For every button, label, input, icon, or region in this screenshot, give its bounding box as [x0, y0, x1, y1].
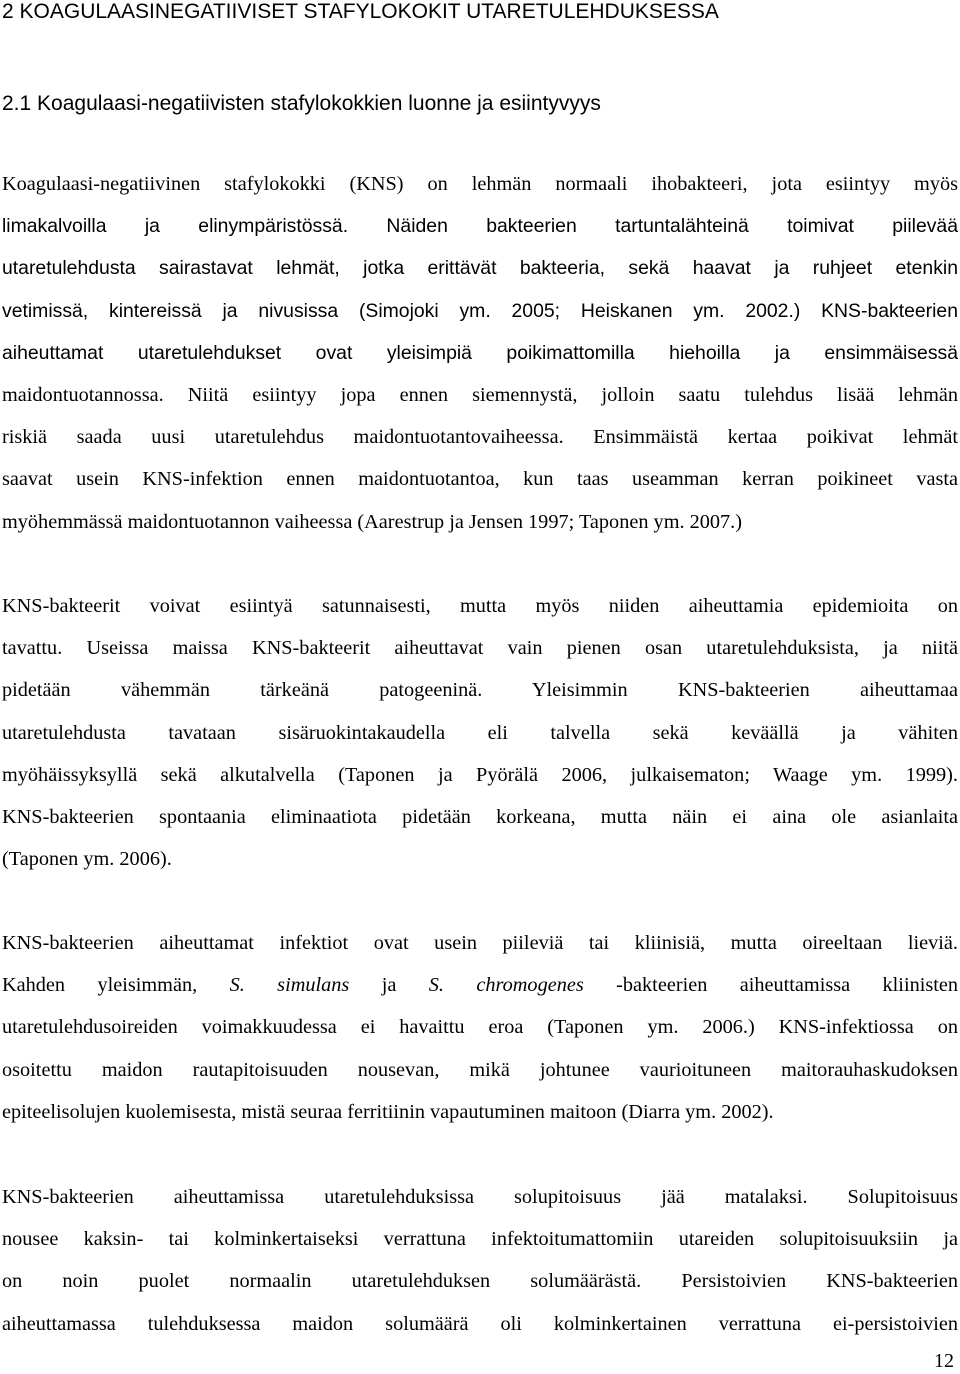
chapter-heading: 2 KOAGULAASINEGATIIVISET STAFYLOKOKIT UTARETULEHDUKSESSA — [2, 0, 719, 23]
page-number: 12 — [934, 1350, 954, 1372]
text-line: pidetään vähemmän tärkeänä patogeeninä. Yleisimmin KNS-bakteerien aiheuttamaa — [2, 679, 958, 702]
text-line: utaretulehdusta sairastavat lehmät, jotka erittävät bakteeria, sekä haavat ja ruhjeet etenkin — [2, 257, 958, 280]
text-line: (Taponen ym. 2006). — [2, 848, 172, 871]
paragraph-3 — [2, 922, 958, 1133]
text-line: myöhäissyksyllä sekä alkutalvella (Taponen ja Pyörälä 2006, julkaisematon; Waage ym. 1999). — [2, 763, 958, 786]
text-line: KNS-bakteerien aiheuttamissa utaretulehduksissa solupitoisuus jää matalaksi. Solupitoisuus — [2, 1186, 958, 1208]
text-fragment: Kahden yleisimmän, — [2, 974, 230, 997]
text-line: aiheuttamat utaretulehdukset ovat yleisimpiä poikimattomilla hiehoilla ja ensimmäisessä — [2, 341, 958, 364]
paragraph-1 — [2, 163, 958, 543]
paragraph-4 — [2, 1176, 958, 1345]
text-line: KNS-bakteerien spontaania eliminaatiota pidetään korkeana, mutta näin ei aina ole asianlaita — [2, 805, 958, 828]
text-line: KNS-bakteerit voivat esiintyä satunnaisesti, mutta myös niiden aiheuttamia epidemioita on — [2, 595, 958, 617]
species-name: S. simulans — [229, 974, 350, 997]
text-fragment: ja — [349, 974, 429, 997]
text-line: vetimissä, kintereissä ja nivusissa (Simojoki ym. 2005; Heiskanen ym. 2002.) KNS-bakteerien — [2, 299, 958, 322]
text-line: maidontuotannossa. Niitä esiintyy jopa ennen siemennystä, jolloin saatu tulehdus lisää lehmän — [2, 383, 958, 406]
text-line: limakalvoilla ja elinympäristössä. Näiden bakteerien tartuntalähteinä toimivat piilevää — [2, 215, 958, 238]
species-name: S. chromogenes — [428, 974, 584, 997]
paragraph-2 — [2, 585, 958, 880]
text-line: nousee kaksin- tai kolminkertaiseksi verrattuna infektoitumattomiin utareiden solupitoisuuksiin ja — [2, 1228, 958, 1251]
text-line-with-species — [2, 964, 958, 1006]
text-line: epiteelisolujen kuolemisesta, mistä seuraa ferritiinin vapautuminen maitoon (Diarra ym. 2002). — [2, 1100, 774, 1123]
text-line: osoitettu maidon rautapitoisuuden nousevan, mikä johtunee vaurioituneen maitorauhaskudoksen — [2, 1058, 958, 1081]
text-line: KNS-bakteerien aiheuttamat infektiot ovat usein piileviä tai kliinisiä, mutta oireeltaan lieviä. — [2, 932, 958, 954]
text-fragment: -bakteerien aiheuttamissa kliinisten — [583, 974, 959, 997]
text-line: utaretulehdusoireiden voimakkuudessa ei havaittu eroa (Taponen ym. 2006.) KNS-infektiossa on — [2, 1016, 958, 1039]
text-line: Koagulaasi-negatiivinen stafylokokki (KNS) on lehmän normaali ihobakteeri, jota esiintyy myös — [2, 173, 958, 195]
text-line: tavattu. Useissa maissa KNS-bakteerit aiheuttavat vain pienen osan utaretulehduksista, ja niitä — [2, 637, 958, 660]
text-line: utaretulehdusta tavataan sisäruokintakaudella eli talvella sekä keväällä ja vähiten — [2, 721, 958, 744]
text-line: on noin puolet normaalin utaretulehduksen solumäärästä. Persistoivien KNS-bakteerien — [2, 1270, 958, 1293]
text-line: aiheuttamassa tulehduksessa maidon solumäärä oli kolminkertainen verrattuna ei-persistoivien — [2, 1312, 958, 1335]
text-line: myöhemmässä maidontuotannon vaiheessa (Aarestrup ja Jensen 1997; Taponen ym. 2007.) — [2, 510, 742, 533]
text-line: saavat usein KNS-infektion ennen maidontuotantoa, kun taas useamman kerran poikineet vasta — [2, 468, 958, 491]
section-heading: 2.1 Koagulaasi-negatiivisten stafylokokkien luonne ja esiintyvyys — [2, 92, 601, 115]
text-line: riskiä saada uusi utaretulehdus maidontuotantovaiheessa. Ensimmäistä kertaa poikivat lehmät — [2, 426, 958, 449]
